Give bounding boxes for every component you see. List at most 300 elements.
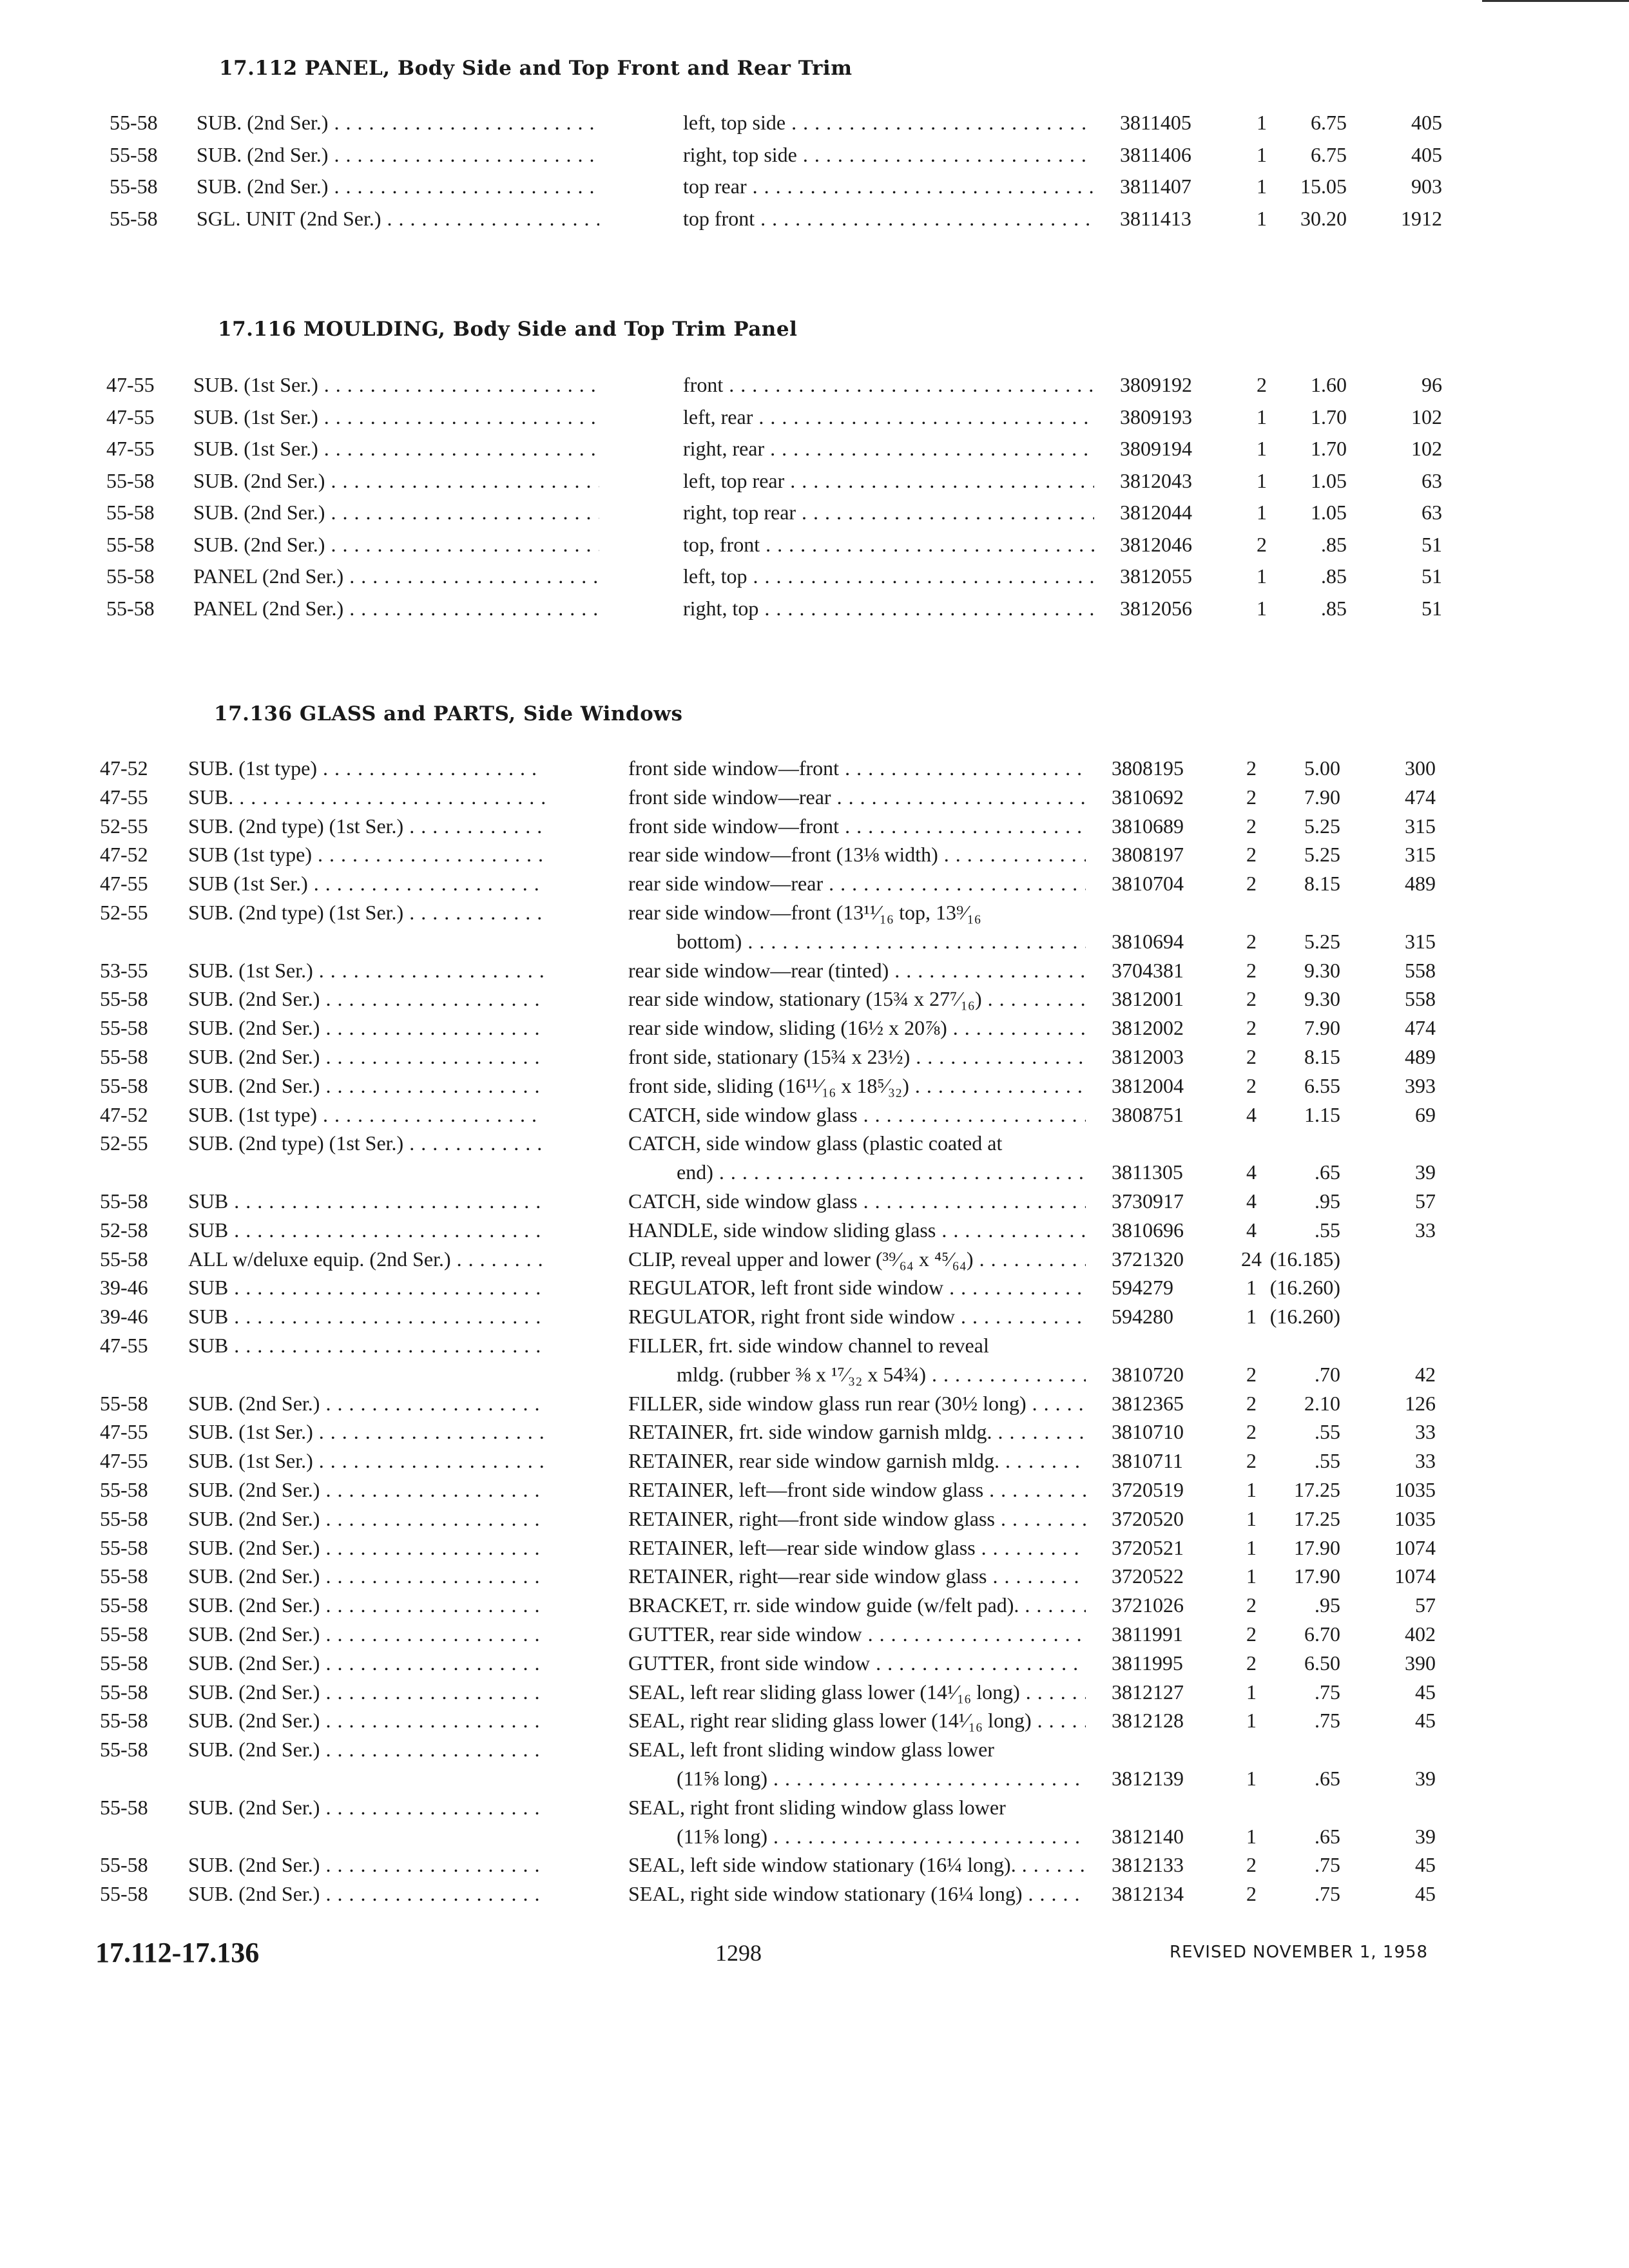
years-cell: 55-58 (100, 1709, 148, 1733)
amount-cell: 45 (1415, 1709, 1436, 1733)
quantity-cell: 2 (1246, 1622, 1257, 1646)
description-cell: REGULATOR, right front side window . . . (628, 1302, 1086, 1331)
quantity-cell: 2 (1246, 1045, 1257, 1068)
years-cell: 55-58 (110, 142, 158, 166)
table-row (0, 898, 1629, 927)
amount-cell: 1035 (1394, 1506, 1436, 1530)
table-row (0, 1187, 1629, 1215)
years-cell: 55-58 (100, 987, 148, 1011)
model-cell: SUB. (1st Ser.) . . . (193, 403, 599, 431)
description-cell: left, top side . . . (683, 108, 1094, 137)
part-number-cell: 3720520 (1112, 1506, 1184, 1530)
price-cell: .55 (1315, 1449, 1340, 1473)
model-cell: SUB. (1st Ser.) . . . (188, 1418, 545, 1446)
years-cell: 39-46 (100, 1305, 148, 1329)
amount-cell: 489 (1405, 872, 1436, 896)
description-cell: GUTTER, rear side window . . . (628, 1620, 1086, 1648)
quantity-cell: 4 (1246, 1102, 1257, 1126)
price-cell: 5.25 (1304, 814, 1340, 838)
table-row (0, 1533, 1629, 1562)
model-cell: SUB. (2nd Ser.) . . . (197, 140, 599, 169)
part-number-cell: 3811305 (1112, 1160, 1183, 1184)
years-cell: 47-55 (100, 872, 148, 896)
price-cell: 1.70 (1311, 437, 1347, 460)
amount-cell: 1074 (1394, 1535, 1436, 1559)
part-number-cell: 3810692 (1112, 785, 1184, 809)
part-number-cell: 3810689 (1112, 814, 1184, 838)
amount-cell: 315 (1405, 843, 1436, 867)
part-number-cell: 3730917 (1112, 1189, 1184, 1213)
footer-page-number: 1298 (715, 1940, 762, 1966)
description-cell: SEAL, right side window stationary (16¼ long) . . . (628, 1879, 1086, 1908)
model-cell: SUB. (2nd Ser.) . . . (188, 1649, 545, 1677)
description-cell: RETAINER, right—rear side window glass . . . (628, 1562, 1086, 1590)
description-cell: FILLER, frt. side window channel to reveal (628, 1334, 989, 1357)
quantity-cell: 1 (1257, 437, 1267, 460)
price-cell: .85 (1321, 532, 1347, 556)
quantity-cell: 2 (1246, 814, 1257, 838)
part-number-cell: 3812003 (1112, 1045, 1184, 1068)
years-cell: 47-52 (100, 1102, 148, 1126)
description-cell: rear side window, stationary (15¾ x 27⁷⁄₁₆) . . . (628, 985, 1086, 1013)
part-number-cell: 3810711 (1112, 1449, 1183, 1473)
table-row (0, 466, 1629, 495)
table-row (0, 1879, 1629, 1908)
part-number-cell: 3810694 (1112, 929, 1184, 953)
table-row (0, 498, 1629, 526)
description-cell: REGULATOR, left front side window . . . (628, 1273, 1086, 1302)
description-cell: FILLER, side window glass run rear (30½ long) . . . (628, 1389, 1086, 1418)
description-cell: BRACKET, rr. side window guide (w/felt pad). . . . (628, 1591, 1086, 1619)
table-row-continuation (0, 1158, 1629, 1186)
amount-cell: 63 (1422, 468, 1442, 492)
years-cell: 53-55 (100, 958, 148, 982)
table-row (0, 1504, 1629, 1533)
description-cell: CATCH, side window glass (plastic coated at (628, 1131, 1003, 1155)
amount-cell: 402 (1405, 1622, 1436, 1646)
description-cell: top rear . . . (683, 172, 1094, 200)
years-cell: 47-55 (100, 1334, 148, 1357)
model-cell: SUB (1st Ser.) . . . (188, 869, 545, 898)
quantity-cell: 2 (1246, 1651, 1257, 1675)
years-cell: 47-55 (100, 1420, 148, 1444)
price-cell: 6.75 (1311, 142, 1347, 166)
quantity-cell: 1 (1246, 1478, 1257, 1501)
part-number-cell: 3808197 (1112, 843, 1184, 867)
price-cell: 1.05 (1311, 501, 1347, 524)
section-title: 17.136 GLASS and PARTS, Side Windows (214, 702, 683, 726)
quantity-cell: 2 (1246, 1073, 1257, 1097)
quantity-cell: 1 (1246, 1767, 1257, 1790)
part-number-cell: 3720521 (1112, 1535, 1184, 1559)
part-number-cell: 3811995 (1112, 1651, 1183, 1675)
model-cell: SUB. (2nd Ser.) . . . (188, 1389, 545, 1418)
price-cell: .95 (1315, 1593, 1340, 1617)
part-number-cell: 3811413 (1120, 206, 1191, 230)
years-cell: 47-55 (106, 437, 155, 460)
table-row (0, 403, 1629, 431)
description-continuation: (11⅝ long) . . . (677, 1822, 1086, 1850)
table-row (0, 172, 1629, 200)
description-continuation: end) . . . (677, 1158, 1086, 1186)
description-cell: SEAL, right rear sliding glass lower (14¹⁄₁₆ long) . . . (628, 1706, 1086, 1735)
amount-cell: 51 (1422, 532, 1442, 556)
price-cell: (16.260) (1269, 1305, 1340, 1329)
table-row (0, 108, 1629, 137)
model-cell: SUB. (1st Ser.) . . . (193, 370, 599, 399)
price-cell: 2.10 (1304, 1391, 1340, 1415)
part-number-cell: 3812004 (1112, 1073, 1184, 1097)
quantity-cell: 1 (1246, 1305, 1257, 1329)
table-row (0, 1620, 1629, 1648)
description-cell: rear side window—front (13¹¹⁄₁₆ top, 13⁹⁄₁₆ (628, 901, 981, 924)
years-cell: 55-58 (110, 111, 158, 134)
model-cell: SUB. (2nd Ser.) . . . (197, 172, 599, 200)
description-cell: rear side window—rear . . . (628, 869, 1086, 898)
description-cell: rear side window, sliding (16½ x 20⅞) . . . (628, 1014, 1086, 1042)
amount-cell: 393 (1405, 1073, 1436, 1097)
part-number-cell: 3812365 (1112, 1391, 1184, 1415)
amount-cell: 405 (1411, 111, 1442, 134)
price-cell: 17.25 (1294, 1506, 1340, 1530)
table-row (0, 1446, 1629, 1475)
part-number-cell: 3812134 (1112, 1882, 1184, 1906)
years-cell: 55-58 (100, 1593, 148, 1617)
price-cell: 30.20 (1300, 206, 1347, 230)
table-row (0, 204, 1629, 233)
model-cell: SUB. (1st type) . . . (188, 1100, 545, 1129)
price-cell: .55 (1315, 1420, 1340, 1444)
model-cell: SUB. (2nd Ser.) . . . (188, 1014, 545, 1042)
price-cell: (16.185) (1269, 1247, 1340, 1271)
amount-cell: 558 (1405, 987, 1436, 1011)
description-cell: front side window—rear . . . (628, 783, 1086, 811)
amount-cell: 45 (1415, 1882, 1436, 1906)
quantity-cell: 2 (1257, 532, 1267, 556)
table-row (0, 530, 1629, 559)
part-number-cell: 594280 (1112, 1305, 1173, 1329)
years-cell: 55-58 (100, 1073, 148, 1097)
amount-cell: 33 (1415, 1218, 1436, 1242)
price-cell: 6.50 (1304, 1651, 1340, 1675)
model-cell: SUB. (2nd Ser.) . . . (188, 1504, 545, 1533)
part-number-cell: 3720519 (1112, 1478, 1184, 1501)
quantity-cell: 2 (1246, 958, 1257, 982)
table-row (0, 985, 1629, 1013)
description-cell: front side, stationary (15¾ x 23½) . . . (628, 1043, 1086, 1071)
model-cell: SUB . . . (188, 1302, 545, 1331)
price-cell: 5.00 (1304, 756, 1340, 780)
model-cell: SUB. (2nd Ser.) . . . (188, 1620, 545, 1648)
price-cell: .75 (1315, 1882, 1340, 1906)
quantity-cell: 1 (1257, 142, 1267, 166)
model-cell: SUB. (2nd type) (1st Ser.) . . . (188, 898, 545, 927)
quantity-cell: 2 (1246, 785, 1257, 809)
section-title: 17.112 PANEL, Body Side and Top Front and Rear Trim (219, 57, 853, 80)
years-cell: 55-58 (100, 1853, 148, 1877)
amount-cell: 51 (1422, 596, 1442, 620)
description-cell: SEAL, left rear sliding glass lower (14¹⁄₁₆ long) . . . (628, 1678, 1086, 1706)
part-number-cell: 3812002 (1112, 1016, 1184, 1040)
model-cell: SUB. (2nd Ser.) . . . (188, 1793, 545, 1821)
page-edge-line (1482, 0, 1629, 2)
description-cell: RETAINER, right—front side window glass . . . (628, 1504, 1086, 1533)
price-cell: .55 (1315, 1218, 1340, 1242)
table-row (0, 1678, 1629, 1706)
table-row (0, 1216, 1629, 1244)
model-cell: SUB. (2nd Ser.) . . . (188, 1678, 545, 1706)
model-cell: SUB. (1st Ser.) . . . (193, 434, 599, 463)
table-row (0, 1389, 1629, 1418)
part-number-cell: 3811406 (1120, 142, 1191, 166)
description-cell: left, rear . . . (683, 403, 1094, 431)
amount-cell: 474 (1405, 785, 1436, 809)
part-number-cell: 3809193 (1120, 405, 1192, 428)
price-cell: .95 (1315, 1189, 1340, 1213)
amount-cell: 1912 (1401, 206, 1442, 230)
model-cell: SUB. (2nd Ser.) . . . (188, 1879, 545, 1908)
description-cell: HANDLE, side window sliding glass . . . (628, 1216, 1086, 1244)
part-number-cell: 3812128 (1112, 1709, 1184, 1733)
description-cell: RETAINER, frt. side window garnish mldg. . . . (628, 1418, 1086, 1446)
quantity-cell: 4 (1246, 1218, 1257, 1242)
model-cell: SUB . . . (188, 1216, 545, 1244)
quantity-cell: 2 (1246, 1016, 1257, 1040)
table-row-continuation (0, 927, 1629, 956)
amount-cell: 45 (1415, 1853, 1436, 1877)
price-cell: 1.70 (1311, 405, 1347, 428)
part-number-cell: 3809194 (1120, 437, 1192, 460)
price-cell: (16.260) (1269, 1276, 1340, 1300)
description-cell: CLIP, reveal upper and lower (³⁹⁄₆₄ x ⁴⁵⁄₆₄) . . . (628, 1245, 1086, 1273)
model-cell: SUB. (2nd Ser.) . . . (188, 985, 545, 1013)
table-row-continuation (0, 1822, 1629, 1850)
model-cell: ALL w/deluxe equip. (2nd Ser.) . . . (188, 1245, 545, 1273)
model-cell: SUB. (2nd Ser.) . . . (193, 498, 599, 526)
years-cell: 55-58 (110, 206, 158, 230)
price-cell: 15.05 (1300, 175, 1347, 198)
price-cell: 8.15 (1304, 1045, 1340, 1068)
description-cell: right, top side . . . (683, 140, 1094, 169)
model-cell: PANEL (2nd Ser.) . . . (193, 594, 599, 622)
footer-section-range: 17.112-17.136 (95, 1937, 260, 1968)
part-number-cell: 3812139 (1112, 1767, 1184, 1790)
amount-cell: 57 (1415, 1593, 1436, 1617)
model-cell: SUB. (2nd Ser.) . . . (188, 1850, 545, 1879)
description-cell: front side window—front . . . (628, 812, 1086, 840)
amount-cell: 102 (1411, 405, 1442, 428)
model-cell: SUB. (2nd Ser.) . . . (188, 1706, 545, 1735)
description-cell: right, rear . . . (683, 434, 1094, 463)
amount-cell: 39 (1415, 1160, 1436, 1184)
part-number-cell: 3720522 (1112, 1564, 1184, 1588)
years-cell: 47-55 (106, 373, 155, 396)
model-cell: SUB (1st type) . . . (188, 840, 545, 869)
quantity-cell: 2 (1246, 1882, 1257, 1906)
part-number-cell: 3811407 (1120, 175, 1191, 198)
price-cell: 1.05 (1311, 468, 1347, 492)
quantity-cell: 1 (1246, 1680, 1257, 1704)
price-cell: 17.90 (1294, 1535, 1340, 1559)
table-row (0, 1331, 1629, 1360)
amount-cell: 903 (1411, 175, 1442, 198)
amount-cell: 102 (1411, 437, 1442, 460)
description-cell: RETAINER, rear side window garnish mldg. . . . (628, 1446, 1086, 1475)
years-cell: 55-58 (106, 532, 155, 556)
quantity-cell: 2 (1246, 1449, 1257, 1473)
quantity-cell: 1 (1257, 206, 1267, 230)
model-cell: SUB. (2nd Ser.) . . . (188, 1562, 545, 1590)
description-cell: SEAL, left front sliding window glass lower (628, 1738, 994, 1762)
quantity-cell: 1 (1246, 1276, 1257, 1300)
model-cell: SUB. (2nd type) (1st Ser.) . . . (188, 812, 545, 840)
quantity-cell: 4 (1246, 1189, 1257, 1213)
amount-cell: 474 (1405, 1016, 1436, 1040)
description-cell: rear side window—rear (tinted) . . . (628, 956, 1086, 985)
table-row (0, 594, 1629, 622)
model-cell: SUB. (2nd Ser.) . . . (188, 1072, 545, 1100)
price-cell: .65 (1315, 1160, 1340, 1184)
model-cell: SGL. UNIT (2nd Ser.) . . . (197, 204, 599, 233)
part-number-cell: 3810696 (1112, 1218, 1184, 1242)
description-cell: SEAL, right front sliding window glass lower (628, 1795, 1006, 1819)
model-cell: SUB . . . (188, 1273, 545, 1302)
table-row (0, 812, 1629, 840)
description-cell: right, top rear . . . (683, 498, 1094, 526)
table-row (0, 1129, 1629, 1157)
part-number-cell: 3812046 (1120, 532, 1192, 556)
price-cell: .75 (1315, 1680, 1340, 1704)
description-cell: SEAL, left side window stationary (16¼ long). . . . (628, 1850, 1086, 1879)
model-cell: SUB. (2nd Ser.) . . . (197, 108, 599, 137)
table-row (0, 370, 1629, 399)
footer-revised-date: REVISED NOVEMBER 1, 1958 (1170, 1943, 1429, 1962)
part-number-cell: 3811991 (1112, 1622, 1183, 1646)
quantity-cell: 2 (1246, 872, 1257, 896)
part-number-cell: 3812127 (1112, 1680, 1184, 1704)
description-cell: left, top rear . . . (683, 466, 1094, 495)
part-number-cell: 3810710 (1112, 1420, 1184, 1444)
amount-cell: 33 (1415, 1420, 1436, 1444)
years-cell: 55-58 (100, 1882, 148, 1906)
years-cell: 39-46 (100, 1276, 148, 1300)
price-cell: .85 (1321, 564, 1347, 588)
model-cell: SUB. (2nd Ser.) . . . (188, 1735, 545, 1763)
model-cell: PANEL (2nd Ser.) . . . (193, 562, 599, 590)
price-cell: 7.90 (1304, 1016, 1340, 1040)
quantity-cell: 2 (1246, 756, 1257, 780)
model-cell: SUB. . . . (188, 783, 545, 811)
years-cell: 55-58 (100, 1680, 148, 1704)
quantity-cell: 2 (1246, 1391, 1257, 1415)
quantity-cell: 2 (1246, 1593, 1257, 1617)
description-cell: RETAINER, left—front side window glass . . . (628, 1475, 1086, 1504)
amount-cell: 126 (1405, 1391, 1436, 1415)
table-row (0, 1475, 1629, 1504)
price-cell: .75 (1315, 1709, 1340, 1733)
years-cell: 55-58 (100, 1564, 148, 1588)
table-row (0, 1562, 1629, 1590)
description-continuation: (11⅝ long) . . . (677, 1764, 1086, 1792)
quantity-cell: 24 (1241, 1247, 1262, 1271)
price-cell: .85 (1321, 596, 1347, 620)
years-cell: 52-55 (100, 901, 148, 924)
amount-cell: 315 (1405, 814, 1436, 838)
amount-cell: 33 (1415, 1449, 1436, 1473)
years-cell: 55-58 (106, 596, 155, 620)
table-row (0, 1418, 1629, 1446)
quantity-cell: 2 (1246, 929, 1257, 953)
years-cell: 47-55 (106, 405, 155, 428)
table-row (0, 562, 1629, 590)
quantity-cell: 1 (1246, 1709, 1257, 1733)
price-cell: 9.30 (1304, 958, 1340, 982)
quantity-cell: 2 (1246, 987, 1257, 1011)
amount-cell: 315 (1405, 929, 1436, 953)
years-cell: 55-58 (106, 501, 155, 524)
table-row (0, 840, 1629, 869)
model-cell: SUB. (2nd Ser.) . . . (193, 530, 599, 559)
part-number-cell: 3812056 (1120, 596, 1192, 620)
description-cell: CATCH, side window glass . . . (628, 1100, 1086, 1129)
quantity-cell: 1 (1257, 405, 1267, 428)
amount-cell: 390 (1405, 1651, 1436, 1675)
model-cell: SUB. (1st type) . . . (188, 754, 545, 782)
amount-cell: 57 (1415, 1189, 1436, 1213)
section-title: 17.116 MOULDING, Body Side and Top Trim Panel (218, 318, 798, 341)
description-cell: front . . . (683, 370, 1094, 399)
description-continuation: mldg. (rubber ⅜ x ¹⁷⁄₃₂ x 54¾) . . . (677, 1360, 1086, 1389)
model-cell: SUB. (1st Ser.) . . . (188, 1446, 545, 1475)
amount-cell: 69 (1415, 1102, 1436, 1126)
part-number-cell: 594279 (1112, 1276, 1173, 1300)
quantity-cell: 1 (1257, 564, 1267, 588)
years-cell: 47-52 (100, 756, 148, 780)
years-cell: 55-58 (100, 1391, 148, 1415)
model-cell: SUB . . . (188, 1331, 545, 1360)
part-number-cell: 3704381 (1112, 958, 1184, 982)
years-cell: 55-58 (106, 468, 155, 492)
description-cell: CATCH, side window glass . . . (628, 1187, 1086, 1215)
table-row (0, 1706, 1629, 1735)
price-cell: 5.25 (1304, 843, 1340, 867)
part-number-cell: 3811405 (1120, 111, 1191, 134)
quantity-cell: 2 (1257, 373, 1267, 396)
price-cell: 1.15 (1304, 1102, 1340, 1126)
price-cell: 6.75 (1311, 111, 1347, 134)
quantity-cell: 2 (1246, 843, 1257, 867)
table-row (0, 783, 1629, 811)
quantity-cell: 1 (1257, 596, 1267, 620)
amount-cell: 39 (1415, 1824, 1436, 1848)
years-cell: 55-58 (100, 1738, 148, 1762)
table-row (0, 754, 1629, 782)
table-row (0, 1043, 1629, 1071)
description-cell: top front . . . (683, 204, 1094, 233)
part-number-cell: 3809192 (1120, 373, 1192, 396)
part-number-cell: 3812055 (1120, 564, 1192, 588)
quantity-cell: 1 (1246, 1506, 1257, 1530)
price-cell: 5.25 (1304, 929, 1340, 953)
years-cell: 47-52 (100, 843, 148, 867)
price-cell: 9.30 (1304, 987, 1340, 1011)
years-cell: 52-55 (100, 1131, 148, 1155)
table-row (0, 1793, 1629, 1821)
years-cell: 55-58 (100, 1189, 148, 1213)
amount-cell: 1035 (1394, 1478, 1436, 1501)
quantity-cell: 2 (1246, 1362, 1257, 1386)
price-cell: 1.60 (1311, 373, 1347, 396)
